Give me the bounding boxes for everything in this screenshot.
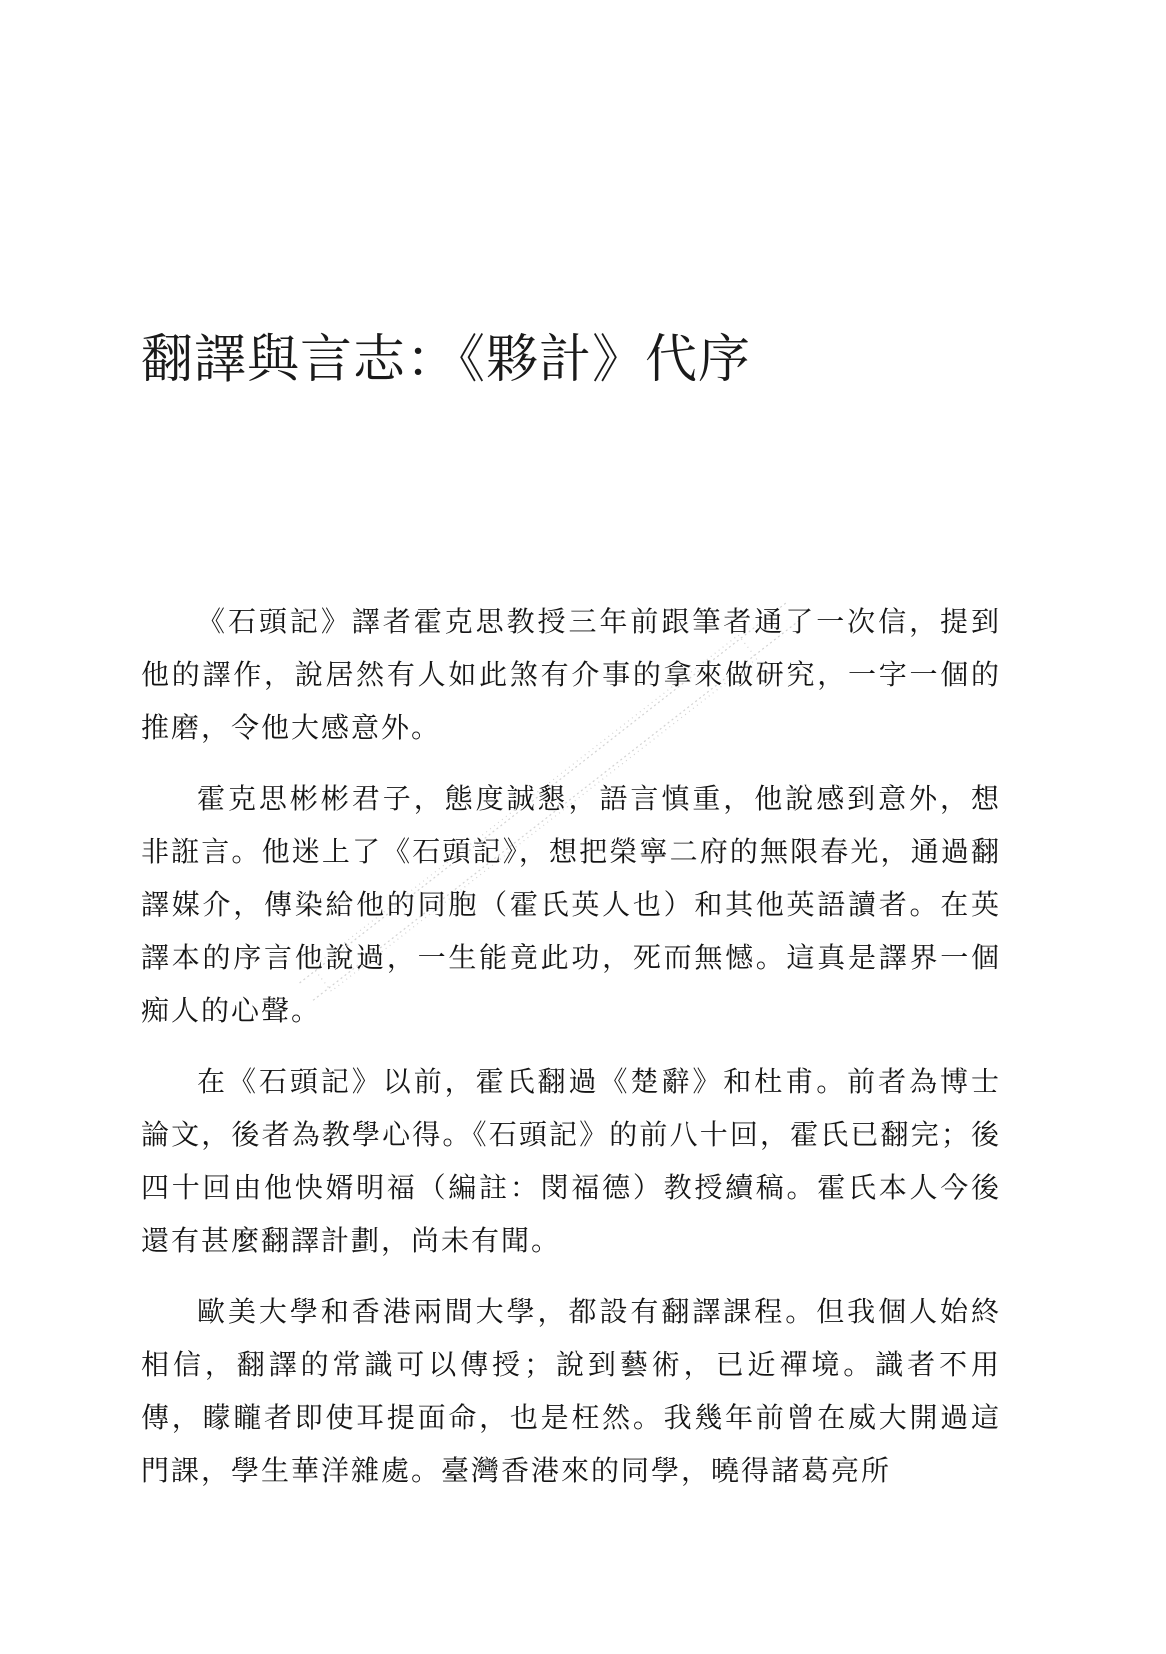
paragraph-1: 《石頭記》譯者霍克思教授三年前跟筆者通了一次信，提到他的譯作，說居然有人如此煞有介事的拿來做研究，一字一個的推磨，令他大感意外。	[141, 605, 1001, 744]
paragraph-2: 霍克思彬彬君子，態度誠懇，語言慎重，他說感到意外，想非誑言。他迷上了《石頭記》，想把榮寧二府的無限春光，通過翻譯媒介，傳染給他的同胞（霍氏英人也）和其他英語讀者。在英譯本的序言他說過，一生能竟此功，死而無憾。這真是譯界一個痴人的心聲。	[141, 782, 1001, 1027]
body-text	[141, 595, 1001, 1515]
paragraph-3: 在《石頭記》以前，霍氏翻過《楚辭》和杜甫。前者為博士論文，後者為教學心得。《石頭記》的前八十回，霍氏已翻完；後四十回由他快婿明福（編註：閔福德）教授續稿。霍氏本人今後還有甚麼翻譯計劃，尚未有聞。	[141, 1065, 1001, 1257]
chapter-title: 翻譯與言志：《夥計》代序	[141, 330, 752, 390]
paragraph-4: 歐美大學和香港兩間大學，都設有翻譯課程。但我個人始終相信，翻譯的常識可以傳授；說到藝術，已近禪境。識者不用傳，矇矓者即使耳提面命，也是枉然。我幾年前曾在威大開過這門課，學生華洋雜處。臺灣香港來的同學，曉得諸葛亮所	[141, 1295, 1001, 1487]
